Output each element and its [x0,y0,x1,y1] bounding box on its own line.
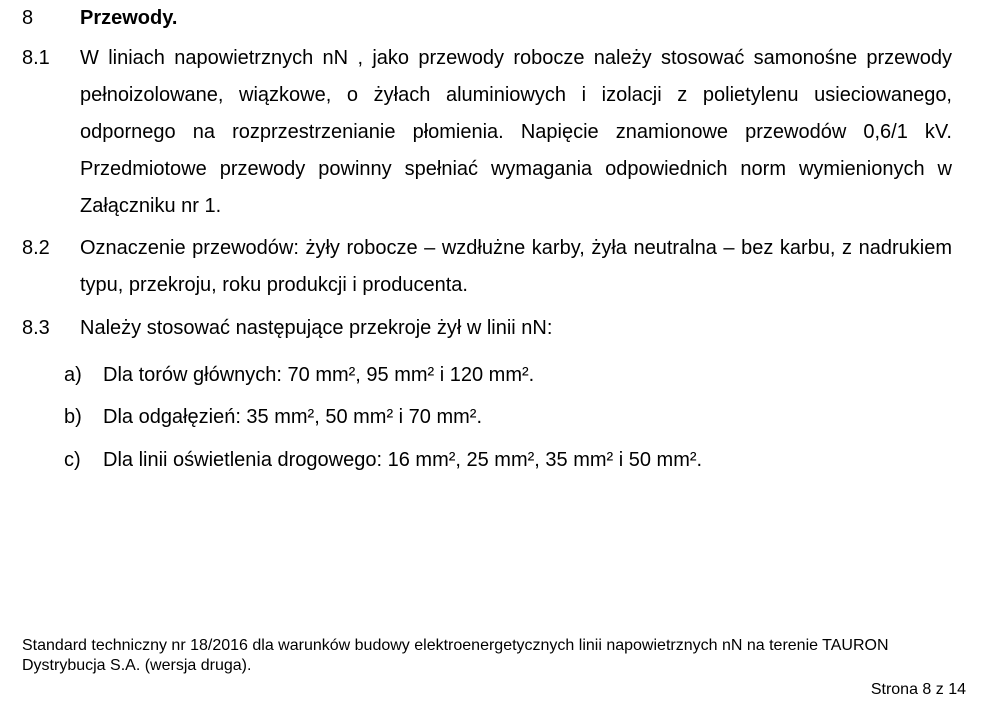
list-marker: a) [64,364,82,386]
paragraph-number: 8.3 [22,317,50,339]
list-marker: c) [64,449,81,471]
paragraph-text: Należy stosować następujące przekroje żył w linii nN: [80,317,553,339]
section-title: Przewody. [80,7,178,29]
list-item-text: Dla torów głównych: 70 mm², 95 mm² i 120 mm². [103,364,535,386]
page-number: Strona 8 z 14 [870,681,966,698]
paragraph-text: Oznaczenie przewodów: żyły robocze – wzdłużne karby, żyła neutralna – bez karbu, z nadrukiem typu, przekroju, roku produkcji i producenta. [80,237,952,296]
list-item-text: Dla linii oświetlenia drogowego: 16 mm², 25 mm², 35 mm² i 50 mm². [103,449,703,471]
list-item-c [64,446,702,474]
section-number: 8 [22,7,34,29]
paragraph-8-1 [22,40,952,225]
paragraph-number: 8.1 [22,47,50,69]
paragraph-number: 8.2 [22,237,50,259]
list-item-text: Dla odgałęzień: 35 mm², 50 mm² i 70 mm². [103,406,483,428]
list-marker: b) [64,406,82,428]
paragraph-8-3 [22,310,952,347]
paragraph-text: W liniach napowietrznych nN , jako przewody robocze należy stosować samonośne przewody pełnoizolowane, wiązkowe, o żyłach aluminiowych i izolacji z polietylenu usieciowanego, odpornego na rozprzestrzenianie płomienia. Napięcie znamionowe przewodów 0,6/1 kV. Przedmiotowe przewody powinny spełniać wymagania odpowiednich norm wymienionych w Załączniku nr 1. [80,47,952,217]
list-item-a [64,361,534,389]
list-item-b [64,403,482,431]
paragraph-8-2 [22,230,952,304]
footer-text: Standard techniczny nr 18/2016 dla warunków budowy elektroenergetycznych linii napowietrznych nN na terenie TAURON Dystrybucja S.A. (wersja druga). [22,637,889,674]
